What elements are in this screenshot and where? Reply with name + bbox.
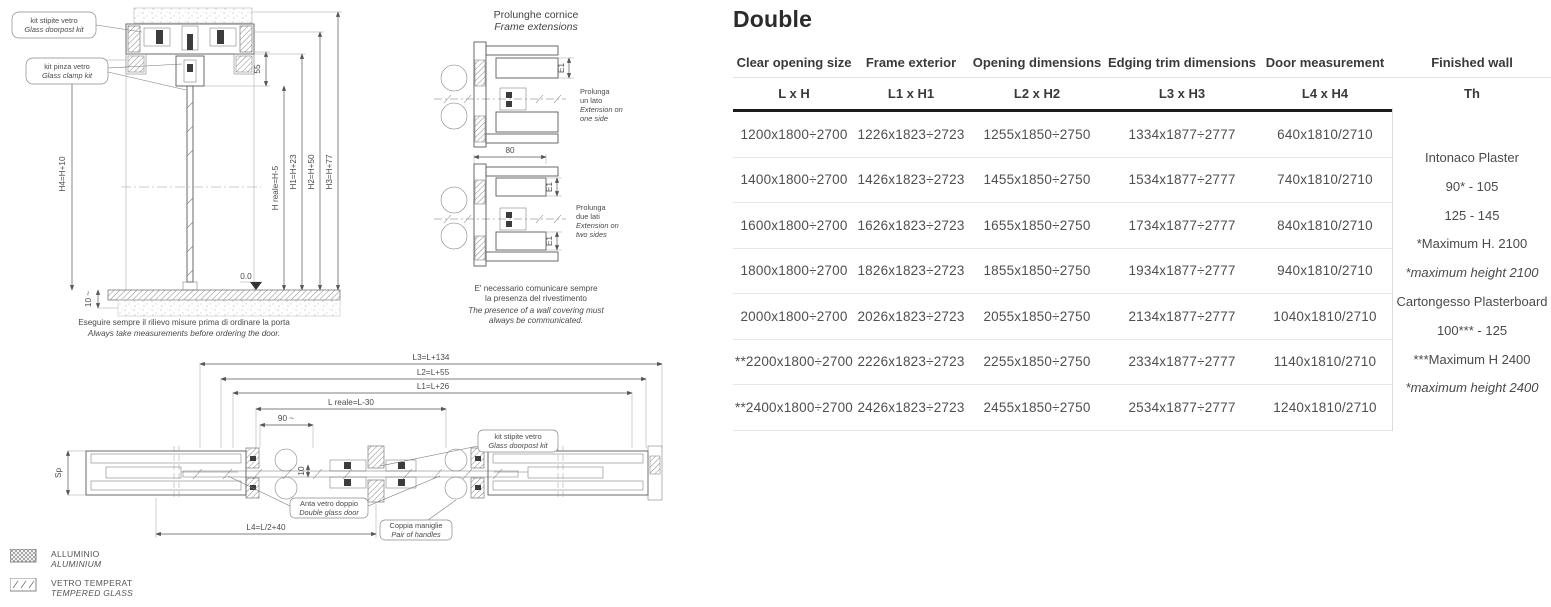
svg-text:E1: E1 <box>545 235 554 247</box>
level-marker <box>240 272 262 290</box>
covering-note-en2: always be communicated. <box>488 316 584 325</box>
measure-note-en: Always take measurements before ordering the door. <box>87 329 281 338</box>
aluminium-swatch <box>10 549 37 563</box>
glass-swatch <box>10 578 37 592</box>
finished-wall-line: 90* - 105 <box>1445 178 1499 194</box>
svg-text:10 ~: 10 ~ <box>84 290 93 308</box>
svg-text:L1=L+26: L1=L+26 <box>416 382 450 391</box>
subheader-l1xh1: L1 x H1 <box>887 86 935 101</box>
finished-wall-line: Cartongesso Plasterboard <box>1396 293 1548 309</box>
svg-text:Glass doorpost kit: Glass doorpost kit <box>24 25 84 34</box>
floor-section <box>108 290 340 316</box>
svg-text:80: 80 <box>505 146 515 155</box>
callout-glass-doorpost-kit <box>12 12 142 38</box>
callout-glass-clamp-kit <box>26 58 186 90</box>
svg-text:L3=L+134: L3=L+134 <box>412 353 450 362</box>
width-dimensions <box>200 353 662 448</box>
svg-text:L2=L+55: L2=L+55 <box>416 368 450 377</box>
finished-wall-line: *Maximum H. 2100 <box>1416 236 1528 252</box>
svg-text:Glass doorpost kit: Glass doorpost kit <box>488 441 548 450</box>
table-row: 1400x1800÷2700 1426x1823÷2723 1455x1850÷2750 1534x1877÷2777 740x1810/2710 <box>733 158 1393 204</box>
column-header-clear-opening: Clear opening size <box>736 54 852 70</box>
legend-aluminium: ALLUMINIO ALUMINIUM <box>10 549 133 569</box>
finished-wall-line: ***Maximum H 2400 <box>1413 351 1531 367</box>
subheader-th: Th <box>1464 86 1480 101</box>
subheader-l4xh4: L4 x H4 <box>1301 86 1349 101</box>
column-header-frame-exterior: Frame exterior <box>865 54 957 70</box>
subheader-l2xh2: L2 x H2 <box>1013 86 1061 101</box>
materials-legend <box>10 549 133 607</box>
page-title: Double <box>733 6 813 32</box>
measure-note-it: Eseguire sempre il rilievo misure prima di ordinare la porta <box>78 318 290 327</box>
callout-double-glass-door <box>228 476 440 518</box>
svg-text:two sides: two sides <box>576 230 607 239</box>
covering-note-it1: E' necessario comunicare sempre <box>474 284 598 293</box>
extension-one-side-detail <box>434 42 623 147</box>
svg-text:Glass clamp kit: Glass clamp kit <box>41 71 93 80</box>
subheader-lxh: L x H <box>778 86 810 101</box>
finished-wall-line: Intonaco Plaster <box>1425 150 1519 165</box>
svg-text:0.0: 0.0 <box>240 272 252 281</box>
svg-text:Prolunga: Prolunga <box>580 87 610 96</box>
frame-extensions-diagram <box>416 4 668 328</box>
svg-text:Pair of handles: Pair of handles <box>391 530 441 539</box>
finished-wall-line: *maximum height 2100 <box>1405 265 1539 281</box>
svg-text:E1: E1 <box>557 62 566 74</box>
column-header-edging-trim: Edging trim dimensions <box>1107 54 1257 70</box>
svg-text:H reale=H-5: H reale=H-5 <box>271 165 280 211</box>
svg-text:H3=H+77: H3=H+77 <box>325 154 334 190</box>
table-row: 2000x1800÷2700 2026x1823÷2723 2055x1850÷2750 2134x1877÷2777 1040x1810/2710 <box>733 294 1393 340</box>
callout-pair-of-handles <box>380 500 456 540</box>
svg-text:10: 10 <box>297 466 306 476</box>
svg-text:Extension on: Extension on <box>580 105 623 114</box>
finished-wall-line: *maximum height 2400 <box>1405 380 1539 396</box>
horizontal-section-diagram <box>28 348 676 560</box>
column-header-finished-wall: Finished wall <box>1431 54 1513 70</box>
svg-text:due lati: due lati <box>576 212 600 221</box>
svg-text:Double glass door: Double glass door <box>299 508 359 517</box>
door-header-profile <box>126 8 254 86</box>
svg-text:Sp: Sp <box>54 467 63 479</box>
table-subheaders <box>733 77 1551 109</box>
svg-text:H2=H+50: H2=H+50 <box>307 154 316 190</box>
thickness-dimension <box>54 451 86 495</box>
svg-text:Prolunga: Prolunga <box>576 203 606 212</box>
svg-text:H1=H+23: H1=H+23 <box>289 154 298 190</box>
table-row: 1600x1800÷2700 1626x1823÷2723 1655x1850÷2750 1734x1877÷2777 840x1810/2710 <box>733 203 1393 249</box>
svg-text:L4=L/2+40: L4=L/2+40 <box>246 523 286 532</box>
finished-wall-cell <box>1393 144 1551 403</box>
legend-tempered-glass: VETRO TEMPERAT TEMPERED GLASS <box>10 578 133 598</box>
svg-text:H4=H+10: H4=H+10 <box>58 156 67 192</box>
svg-text:90 ~: 90 ~ <box>277 414 295 423</box>
svg-text:kit pinza vetro: kit pinza vetro <box>44 62 90 71</box>
table-row: 1200x1800÷2700 1226x1823÷2723 1255x1850÷2750 1334x1877÷2777 640x1810/2710 <box>733 112 1393 158</box>
svg-text:L reale=L-30: L reale=L-30 <box>328 398 374 407</box>
extensions-title-it: Prolunghe cornice <box>493 9 579 21</box>
finished-wall-line: 100*** - 125 <box>1436 322 1508 338</box>
callout-doorpost-kit <box>380 430 558 466</box>
vertical-section-diagram <box>6 2 358 344</box>
svg-text:kit stipite vetro: kit stipite vetro <box>494 432 542 441</box>
column-header-opening-dimensions: Opening dimensions <box>972 54 1102 70</box>
table-column-headers <box>733 47 1551 77</box>
table-row: **2200x1800÷2700 2226x1823÷2723 2255x1850÷2750 2334x1877÷2777 1140x1810/2710 <box>733 340 1393 386</box>
extensions-title-en: Frame extensions <box>494 21 578 33</box>
svg-text:kit stipite vetro: kit stipite vetro <box>30 16 78 25</box>
covering-note-it2: la presenza del rivestimento <box>485 294 587 303</box>
glass-plane <box>183 469 518 479</box>
svg-text:55: 55 <box>253 64 262 74</box>
finished-wall-line: 125 - 145 <box>1444 207 1500 223</box>
subheader-l3xh3: L3 x H3 <box>1158 86 1206 101</box>
svg-text:one side: one side <box>580 114 608 123</box>
extension-two-sides-detail <box>434 146 619 266</box>
column-header-door-measurement: Door measurement <box>1265 54 1385 70</box>
glass-panel <box>183 86 197 290</box>
svg-text:un lato: un lato <box>580 96 603 105</box>
spec-panel <box>733 6 1551 431</box>
table-row: **2400x1800÷2700 2426x1823÷2723 2455x1850÷2750 2534x1877÷2777 1240x1810/2710 <box>733 385 1393 431</box>
svg-text:Extension on: Extension on <box>576 221 619 230</box>
covering-note-en1: The presence of a wall covering must <box>468 306 604 315</box>
svg-text:Anta vetro doppio: Anta vetro doppio <box>300 499 358 508</box>
svg-text:Coppia maniglie: Coppia maniglie <box>389 521 443 530</box>
svg-text:E1: E1 <box>545 181 554 193</box>
table-row: 1800x1800÷2700 1826x1823÷2723 1855x1850÷2750 1934x1877÷2777 940x1810/2710 <box>733 249 1393 295</box>
